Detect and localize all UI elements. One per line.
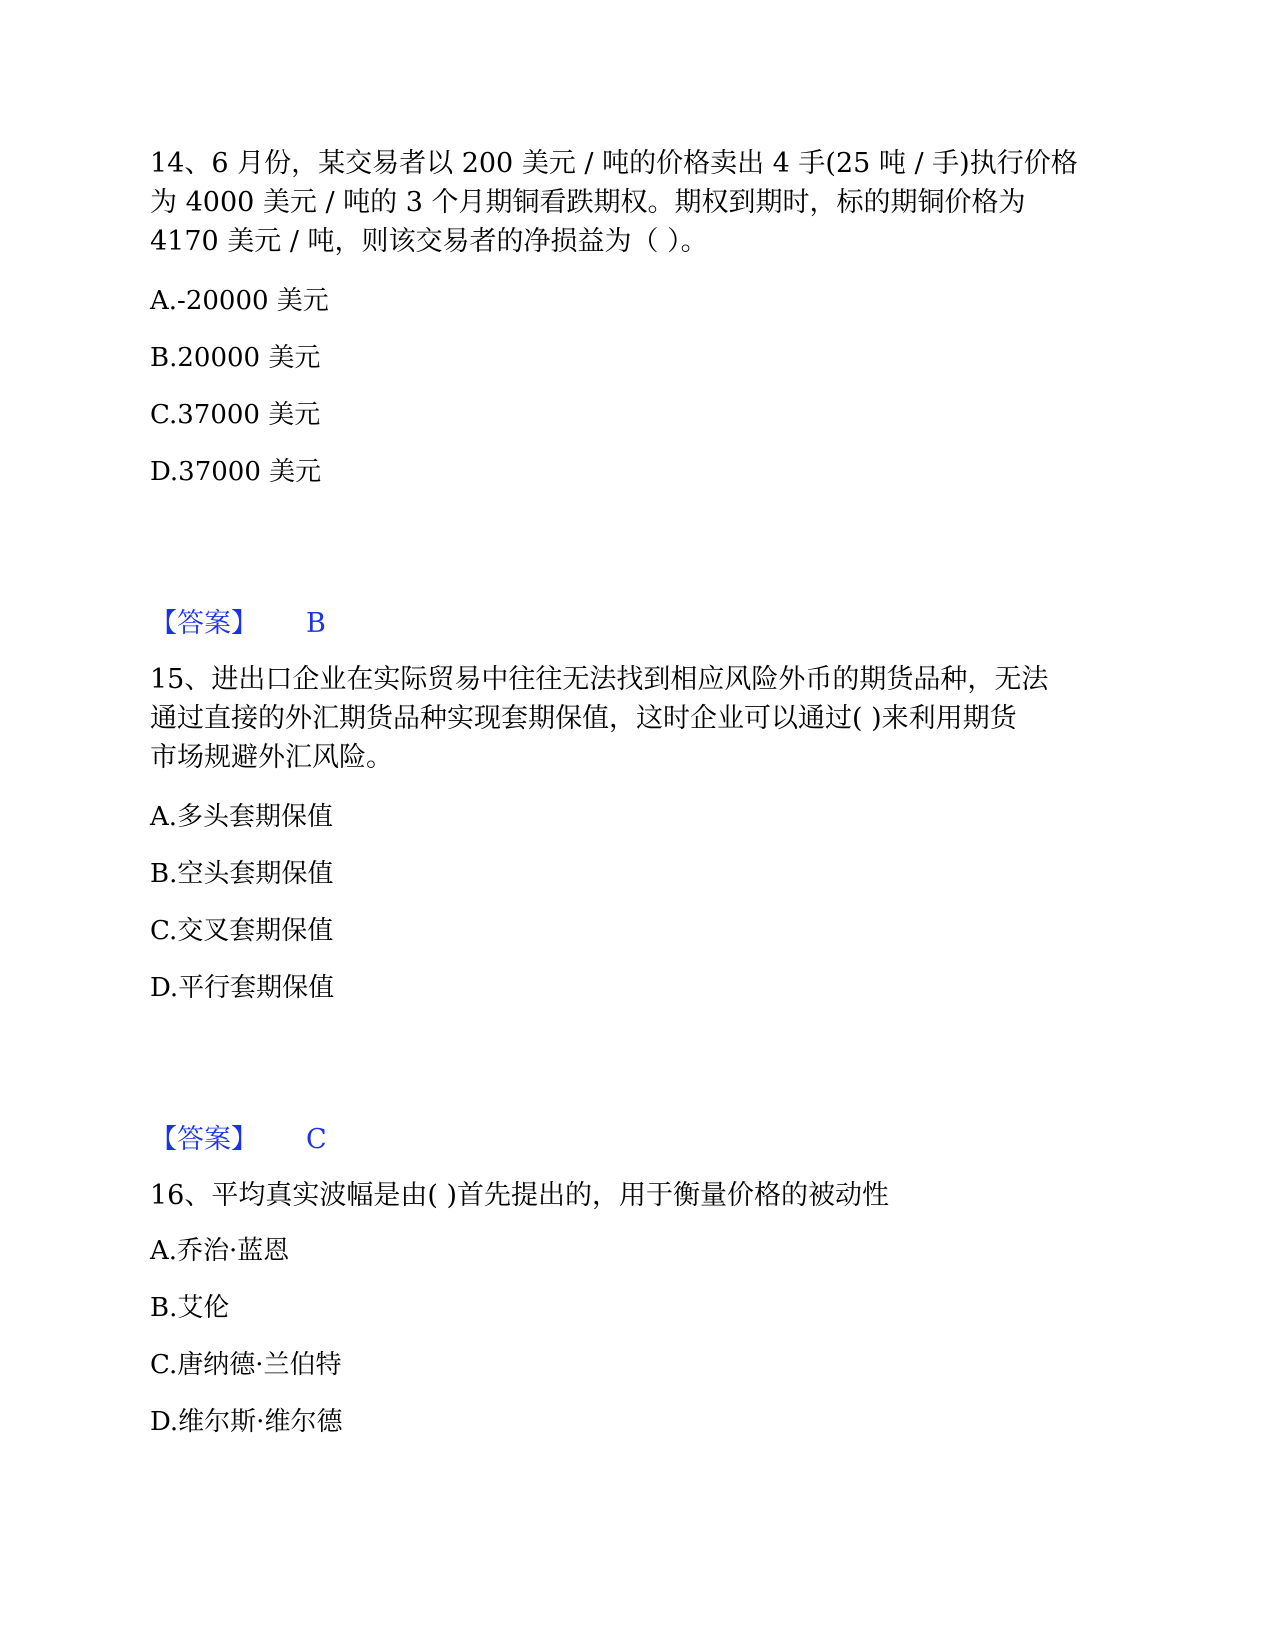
answer-15 [150,1122,327,1158]
option-a: A.-20000 美元 [150,286,329,316]
stem-line: 15、进出口企业在实际贸易中往往无法找到相应风险外币的期货品种，无法 [150,664,1049,695]
answer-value: B [306,608,326,639]
option-d: D.平行套期保值 [150,973,335,1003]
question-14 [150,144,1130,511]
option-c: C.交叉套期保值 [150,916,334,946]
question-15 [150,660,1130,1027]
option-a: A.乔治·蓝恩 [150,1236,290,1266]
stem-line: 14、6 月份，某交易者以 200 美元 / 吨的价格卖出 4 手(25 吨 / 手)执行价格 [150,148,1078,179]
stem-line: 市场规避外汇风险。 [150,742,393,773]
option-b: B.艾伦 [150,1293,230,1323]
question-16 [150,1176,1130,1461]
option-b: B.空头套期保值 [150,859,334,889]
answer-14 [150,606,326,642]
answer-value: C [306,1124,327,1155]
answer-label: 【答案】 [150,1124,258,1155]
stem-line: 16、平均真实波幅是由( )首先提出的，用于衡量价格的被动性 [150,1180,890,1211]
option-c: C.唐纳德·兰伯特 [150,1350,342,1380]
option-d: D.维尔斯·维尔德 [150,1407,343,1437]
stem-line: 为 4000 美元 / 吨的 3 个月期铜看跌期权。期权到期时，标的期铜价格为 [150,187,1026,218]
stem-line: 4170 美元 / 吨，则该交易者的净损益为（ ）。 [150,226,708,257]
answer-label: 【答案】 [150,608,258,639]
option-d: D.37000 美元 [150,457,322,487]
option-a: A.多头套期保值 [150,802,334,832]
option-b: B.20000 美元 [150,343,321,373]
option-c: C.37000 美元 [150,400,321,430]
question-stem [150,660,1130,777]
question-stem [150,144,1130,261]
stem-line: 通过直接的外汇期货品种实现套期保值，这时企业可以通过( )来利用期货 [150,703,1017,734]
question-stem [150,1176,1130,1215]
